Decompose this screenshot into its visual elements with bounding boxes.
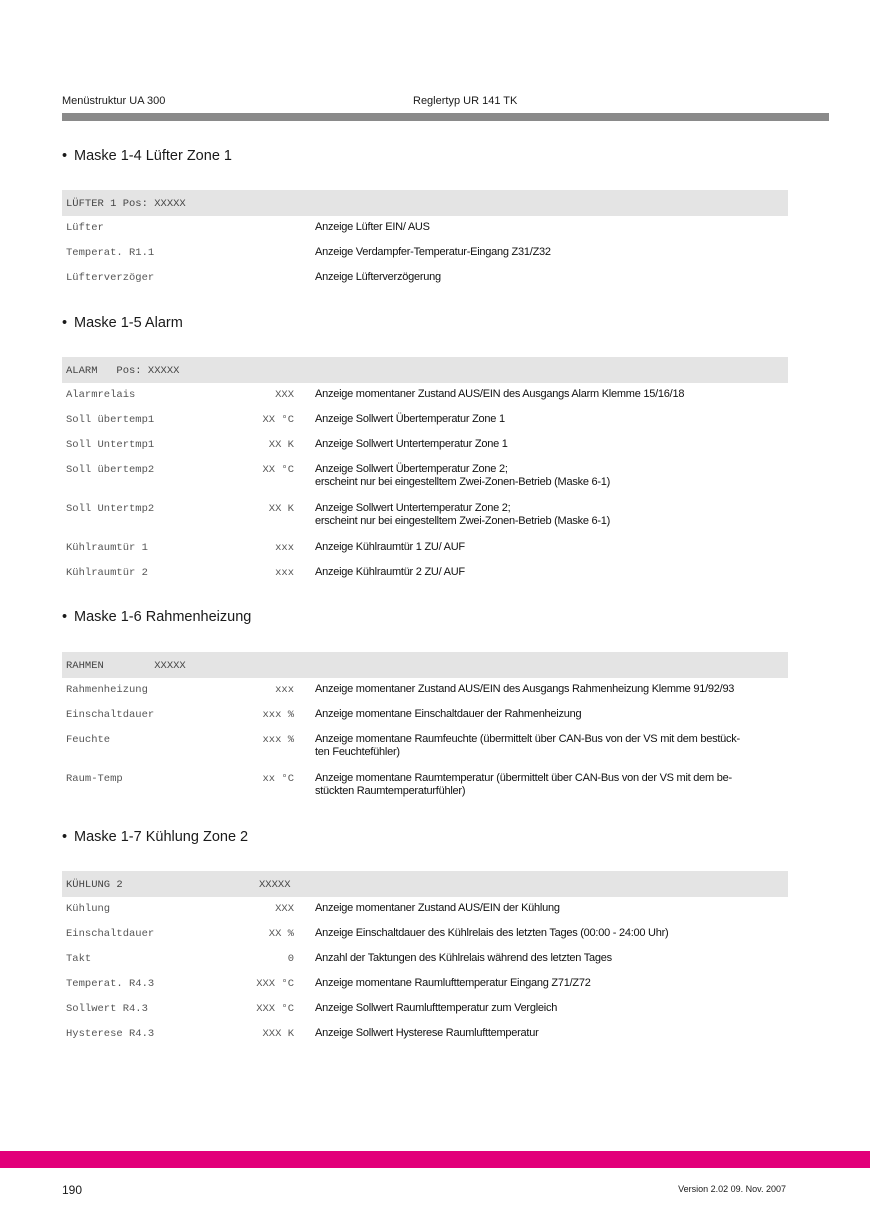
row-value: XXX <box>275 903 294 915</box>
table-row <box>62 561 788 586</box>
table-row <box>62 433 788 458</box>
row-description-line2: stückten Raumtemperaturfühler) <box>315 785 466 797</box>
header-divider <box>62 113 829 121</box>
section-title-text: Maske 1-6 Rahmenheizung <box>74 609 252 625</box>
row-name: Soll übertemp1 <box>66 414 155 426</box>
row-name: Temperat. R1.1 <box>66 247 155 259</box>
table-row <box>62 703 788 728</box>
row-value: XX °C <box>262 414 294 426</box>
section-title-text: Maske 1-5 Alarm <box>74 315 183 331</box>
table-header-value: XXXXX <box>259 879 291 891</box>
row-description: Anzeige Lüfter EIN/ AUS <box>315 221 430 233</box>
bullet-icon: • <box>62 609 68 625</box>
row-description-line2: erscheint nur bei eingestelltem Zwei-Zonen-Betrieb (Maske 6-1) <box>315 515 611 527</box>
row-name: Feuchte <box>66 734 111 746</box>
row-name: Soll Untertmp2 <box>66 503 155 515</box>
row-value: XXX K <box>262 1028 294 1040</box>
section-title <box>62 312 788 334</box>
table-row <box>62 383 788 408</box>
header-left-title: Menüstruktur UA 300 <box>62 95 166 107</box>
table-row <box>62 216 788 241</box>
section-title-text: Maske 1-7 Kühlung Zone 2 <box>74 829 249 845</box>
table-row <box>62 947 788 972</box>
table-row <box>62 767 788 806</box>
row-name: Hysterese R4.3 <box>66 1028 155 1040</box>
row-name: Soll übertemp2 <box>66 464 155 476</box>
table-row <box>62 678 788 703</box>
table-row <box>62 1022 788 1047</box>
row-description <box>315 733 785 759</box>
row-description: Anzeige momentane Einschaltdauer der Rahmenheizung <box>315 708 582 720</box>
row-value: XX % <box>268 928 294 940</box>
row-description-line1: Anzeige momentane Raumfeuchte (übermittelt über CAN-Bus von der VS mit dem bestück- <box>315 733 740 745</box>
table-header-label: ALARM Pos: XXXXX <box>66 365 180 377</box>
section-maske-1-4 <box>62 145 788 284</box>
row-description-line1: Anzeige Sollwert Untertemperatur Zone 2; <box>315 502 511 514</box>
row-value: XX °C <box>262 464 294 476</box>
table-row <box>62 997 788 1022</box>
row-description: Anzeige Verdampfer-Temperatur-Eingang Z31/Z32 <box>315 246 551 258</box>
row-description-line1: Anzeige momentane Raumtemperatur (übermittelt über CAN-Bus von der VS mit dem be- <box>315 772 732 784</box>
bullet-icon: • <box>62 148 68 164</box>
row-description: Anzahl der Taktungen des Kühlrelais während des letzten Tages <box>315 952 612 964</box>
row-description: Anzeige Sollwert Übertemperatur Zone 1 <box>315 413 505 425</box>
table-row <box>62 897 788 922</box>
table-header <box>62 190 788 216</box>
row-value: XXX °C <box>256 978 294 990</box>
row-value: xxx <box>275 567 294 579</box>
row-description: Anzeige Sollwert Untertemperatur Zone 1 <box>315 438 508 450</box>
row-description <box>315 772 785 798</box>
bullet-icon: • <box>62 315 68 331</box>
table-row <box>62 458 788 497</box>
table-header <box>62 652 788 678</box>
row-name: Raum-Temp <box>66 773 123 785</box>
table-row <box>62 922 788 947</box>
row-description: Anzeige momentaner Zustand AUS/EIN der Kühlung <box>315 902 560 914</box>
row-value: xxx % <box>262 734 294 746</box>
row-name: Kühlraumtür 2 <box>66 567 148 579</box>
version-info: Version 2.02 09. Nov. 2007 <box>678 1184 786 1194</box>
row-name: Lüfter <box>66 222 104 234</box>
section-maske-1-6 <box>62 606 788 797</box>
row-description <box>315 463 785 489</box>
row-description: Anzeige Sollwert Raumlufttemperatur zum Vergleich <box>315 1002 558 1014</box>
row-value: 0 <box>287 953 294 965</box>
row-description-line1: Anzeige Sollwert Übertemperatur Zone 2; <box>315 463 508 475</box>
row-description: Anzeige Sollwert Hysterese Raumlufttemperatur <box>315 1027 539 1039</box>
row-description-line2: ten Feuchtefühler) <box>315 746 400 758</box>
row-value: xxx <box>275 684 294 696</box>
row-value: XX K <box>268 439 294 451</box>
table-header <box>62 871 788 897</box>
table-header <box>62 357 788 383</box>
page-number: 190 <box>62 1183 83 1197</box>
row-description: Anzeige Lüfterverzögerung <box>315 271 441 283</box>
row-name: Alarmrelais <box>66 389 136 401</box>
section-maske-1-5 <box>62 312 788 579</box>
row-name: Temperat. R4.3 <box>66 978 155 990</box>
row-description <box>315 502 785 528</box>
row-value: xx °C <box>262 773 294 785</box>
table-row <box>62 536 788 561</box>
row-name: Takt <box>66 953 92 965</box>
row-name: Lüfterverzöger <box>66 272 155 284</box>
row-description: Anzeige momentaner Zustand AUS/EIN des Ausgangs Alarm Klemme 15/16/18 <box>315 388 685 400</box>
row-name: Kühlung <box>66 903 111 915</box>
row-name: Kühlraumtür 1 <box>66 542 148 554</box>
table <box>62 357 788 586</box>
row-name: Einschaltdauer <box>66 709 155 721</box>
row-description: Anzeige Kühlraumtür 2 ZU/ AUF <box>315 566 465 578</box>
table-row <box>62 728 788 767</box>
row-value: XXX <box>275 389 294 401</box>
row-value: xxx <box>275 542 294 554</box>
table-header-label: KÜHLUNG 2 <box>66 879 123 891</box>
table <box>62 871 788 1047</box>
table-row <box>62 497 788 536</box>
row-description: Anzeige Kühlraumtür 1 ZU/ AUF <box>315 541 465 553</box>
row-name: Rahmenheizung <box>66 684 148 696</box>
footer-bar <box>0 1151 870 1168</box>
table <box>62 652 788 806</box>
bullet-icon: • <box>62 829 68 845</box>
section-title-text: Maske 1-4 Lüfter Zone 1 <box>74 148 232 164</box>
row-name: Sollwert R4.3 <box>66 1003 148 1015</box>
section-maske-1-7 <box>62 826 788 1040</box>
table <box>62 190 788 291</box>
section-title <box>62 826 788 848</box>
row-description: Anzeige Einschaltdauer des Kühlrelais des letzten Tages (00:00 - 24:00 Uhr) <box>315 927 669 939</box>
table-row <box>62 408 788 433</box>
row-description: Anzeige momentaner Zustand AUS/EIN des Ausgangs Rahmenheizung Klemme 91/92/93 <box>315 683 735 695</box>
row-description-line2: erscheint nur bei eingestelltem Zwei-Zonen-Betrieb (Maske 6-1) <box>315 476 611 488</box>
header-center-title: Reglertyp UR 141 TK <box>413 95 518 107</box>
table-row <box>62 266 788 291</box>
table-row <box>62 972 788 997</box>
row-value: xxx % <box>262 709 294 721</box>
table-header-label: RAHMEN XXXXX <box>66 660 186 672</box>
row-value: XX K <box>268 503 294 515</box>
row-description: Anzeige momentane Raumlufttemperatur Eingang Z71/Z72 <box>315 977 591 989</box>
section-title <box>62 606 788 628</box>
table-header-label: LÜFTER 1 Pos: XXXXX <box>66 198 186 210</box>
row-name: Einschaltdauer <box>66 928 155 940</box>
row-name: Soll Untertmp1 <box>66 439 155 451</box>
table-row <box>62 241 788 266</box>
section-title <box>62 145 788 167</box>
row-value: XXX °C <box>256 1003 294 1015</box>
